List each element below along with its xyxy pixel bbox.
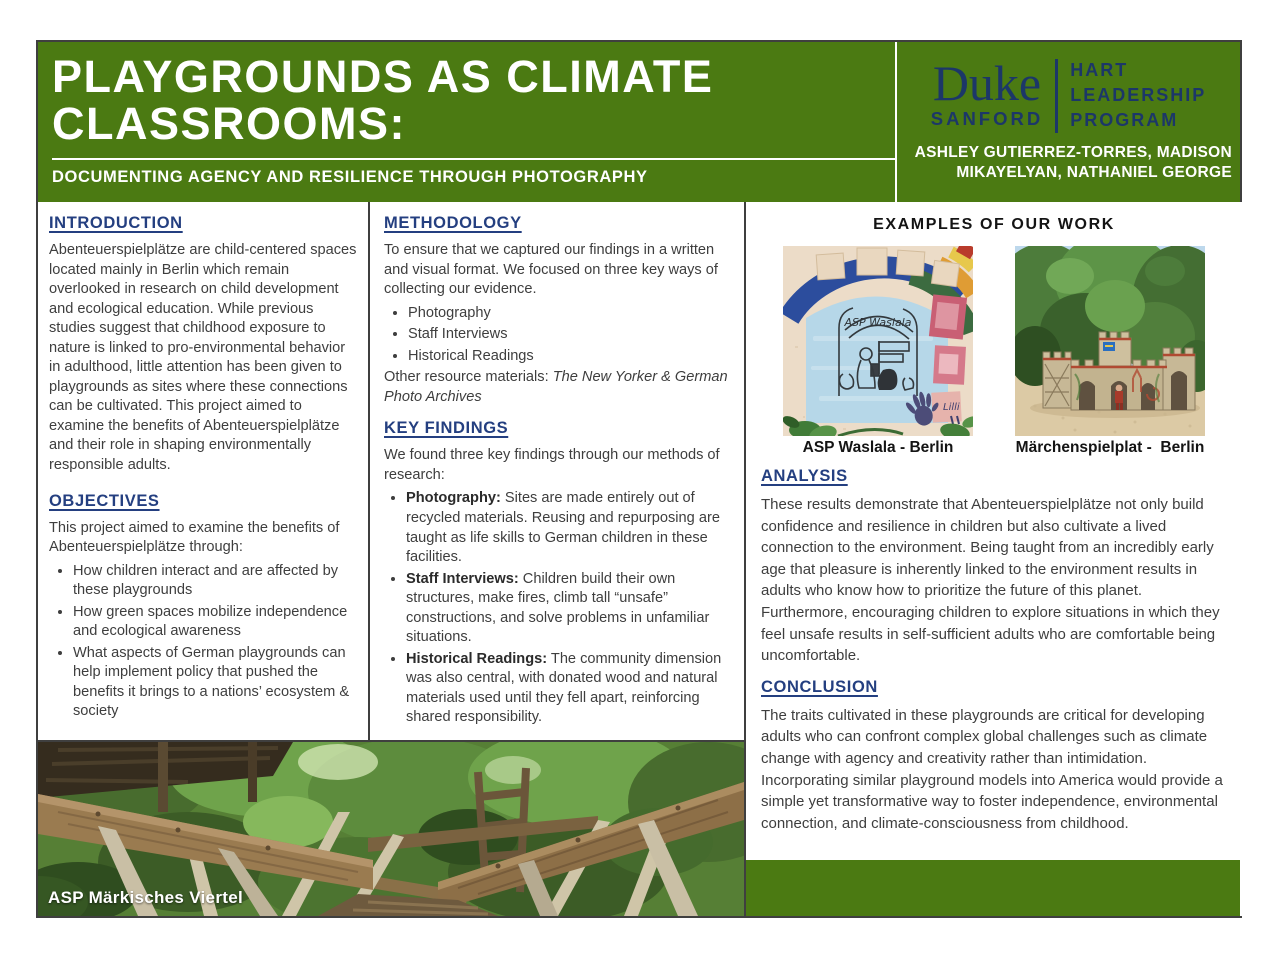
methodology-list-item: • Staff Interviews <box>408 325 732 345</box>
methodology-list-item: • Historical Readings <box>408 347 732 367</box>
bottom-bridge-photo <box>38 740 746 916</box>
mural-photo <box>783 246 973 436</box>
examples-photo-row <box>761 246 1227 457</box>
mural-sign-text: ASP Waslala <box>844 316 912 329</box>
objectives-list <box>49 562 360 722</box>
objectives-heading: OBJECTIVES <box>49 491 160 510</box>
authors-line2: MIKAYELYAN, NATHANIEL GEORGE <box>956 163 1232 181</box>
footer-green-block <box>746 860 1240 916</box>
column-examples-analysis-conclusion <box>746 202 1242 916</box>
duke-sanford-wordmark <box>930 55 1044 130</box>
header-title-area <box>38 42 897 202</box>
methodology-heading: METHODOLOGY <box>384 214 522 232</box>
mural-photo-graphic <box>783 246 973 436</box>
authors-line1: ASHLEY GUTIERREZ-TORRES, MADISON <box>914 143 1232 161</box>
other-resources-titles: The New Yorker & German Photo Archives <box>384 369 728 405</box>
poster-title-line2: CLASSROOMS: <box>52 97 406 149</box>
castle-photo <box>1015 246 1205 436</box>
duke-wordmark: Duke <box>932 55 1042 112</box>
introduction-heading: INTRODUCTION <box>49 214 183 232</box>
methodology-intro: To ensure that we captured our findings in a written and visual format. We focused on three key ways of collecting our evidence. <box>384 242 718 298</box>
key-findings-intro: We found three key findings through our methods of research: <box>384 447 720 483</box>
key-findings-list <box>384 489 732 728</box>
logo-divider-bar <box>1055 59 1058 133</box>
castle-child-figure <box>1115 385 1123 410</box>
methodology-other-resources <box>384 368 732 407</box>
conclusion-body: The traits cultivated in these playgrounds are critical for developing adults who can confront complex global challenges such as climate change with agency and creativity rather than intimidation. Incorporating similar playground models into America would provide a simple yet transformative way to foster independence, environmental connection, and climate-consciousness from childhood. <box>761 706 1223 832</box>
examples-heading: EXAMPLES OF OUR WORK <box>873 216 1115 233</box>
authors <box>897 143 1240 183</box>
key-findings-item: • Historical Readings: The community dimension was also central, with donated wood and natural materials used until they fell apart, reinforcing shared responsibility. <box>406 650 732 728</box>
title-divider-rule <box>52 158 895 160</box>
key-findings-heading: KEY FINDINGS <box>384 419 509 438</box>
other-resources-prefix: Other resource materials: <box>384 369 553 386</box>
column-introduction-objectives <box>38 202 370 740</box>
photo-maerchenspielplat <box>1015 246 1205 457</box>
bottom-photo-caption: ASP Märkisches Viertel <box>48 888 243 907</box>
sanford-wordmark: SANFORD <box>930 108 1044 130</box>
poster-title <box>52 51 895 149</box>
objectives-intro: This project aimed to examine the benefits of Abenteuerspielplätze through: <box>49 519 340 556</box>
caption-asp-waslala: ASP Waslala - Berlin <box>802 439 954 456</box>
analysis-body: These results demonstrate that Abenteuerspielplätze not only build confidence and resilience in children but also cultivate a lived connection to the environment. Being taught from an incredibly early age that pleasure is inherently linked to the environment results in adults who know how to prioritize the future of this planet. Furthermore, encouraging children to explore situations in which they feel unsafe results in self-sufficient adults who are comfortable being uncomfortable. <box>761 496 1220 665</box>
program-line3: PROGRAM <box>1070 110 1179 131</box>
conclusion-heading: CONCLUSION <box>761 677 878 696</box>
methodology-list <box>384 304 732 367</box>
poster-title-line1: PLAYGROUNDS AS CLIMATE <box>52 51 714 102</box>
objectives-list-item: • How children interact and are affected by these playgrounds <box>73 562 360 601</box>
photo-asp-waslala <box>783 246 973 457</box>
duke-sanford-hart-logo <box>930 55 1207 134</box>
mural-handprint-name: Lilli <box>943 402 960 413</box>
key-findings-item: • Staff Interviews: Children build their own structures, make fires, climb tall “unsafe” constructions, and solve problems in unfamiliar situations. <box>406 570 732 648</box>
poster-subtitle: DOCUMENTING AGENCY AND RESILIENCE THROUGH PHOTOGRAPHY <box>52 167 648 186</box>
methodology-list-item: • Photography <box>408 304 732 324</box>
poster-header <box>38 42 1240 202</box>
analysis-heading: ANALYSIS <box>761 467 848 485</box>
introduction-body: Abenteuerspielplätze are child-centered spaces located mainly in Berlin which remain overlooked in research on child development and ecological education. While previous studies suggest that childhood exposure to nature is linked to pro-environmental behavior in adulthood, little attention has been given to playgrounds as sites where these connections can be cultivated. This project aimed to examine the benefits of Abenteuerspielplätze and their role in shaping environmentally responsible adults. <box>49 242 357 474</box>
program-line1: HART <box>1070 60 1129 80</box>
castle-photo-graphic <box>1015 246 1205 436</box>
objectives-list-item: • What aspects of German playgrounds can help implement policy that pushed the benefits it brings to a nations’ ecosystem & society <box>73 644 360 722</box>
header-logo-area <box>897 42 1240 202</box>
objectives-list-item: • How green spaces mobilize independence and ecological awareness <box>73 603 360 642</box>
program-line2: LEADERSHIP <box>1070 85 1207 106</box>
hart-leadership-program-wordmark <box>1070 58 1206 134</box>
research-poster <box>36 40 1242 918</box>
key-findings-item: • Photography: Sites are made entirely out of recycled materials. Reusing and repurposing are taught as life skills to German children in these facilities. <box>406 489 732 567</box>
caption-maerchenspielplat: Märchenspielplat - Berlin <box>1015 439 1205 456</box>
